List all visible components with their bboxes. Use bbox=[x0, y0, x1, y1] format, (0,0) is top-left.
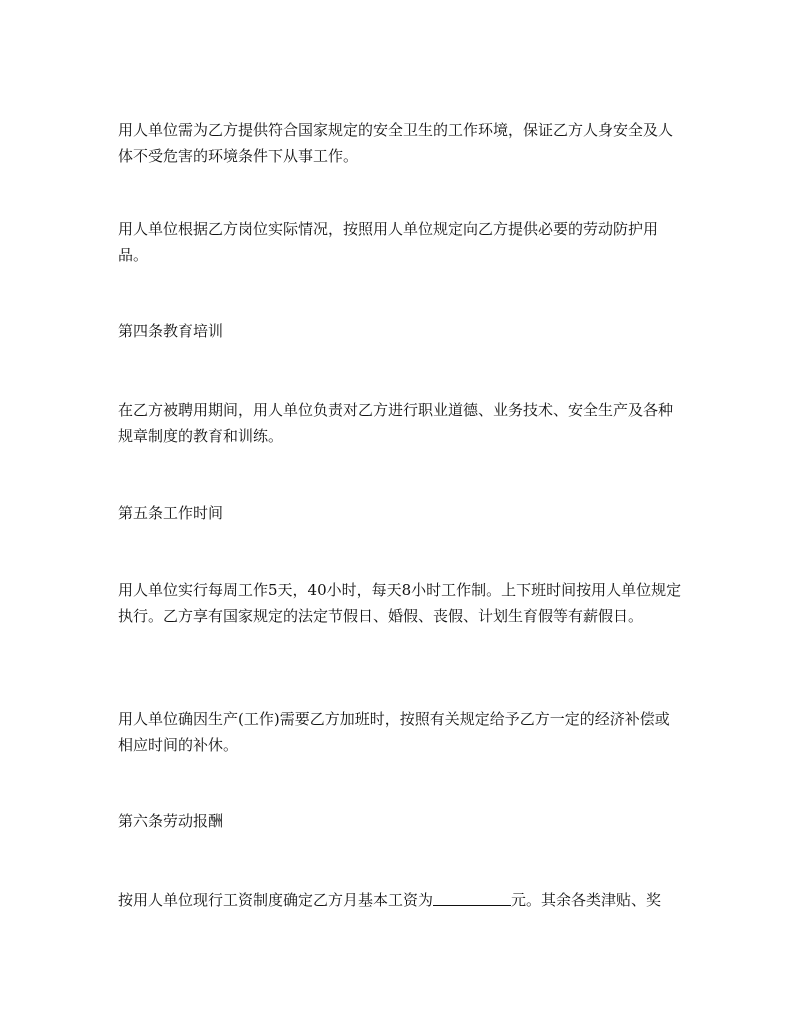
paragraph-work-environment: 用人单位需为乙方提供符合国家规定的安全卫生的工作环境，保证乙方人身安全及人体不受危害的环境条件下从事工作。 bbox=[118, 121, 674, 165]
paragraph-salary bbox=[118, 887, 684, 913]
salary-text-after: 元。其余各类津贴、奖 bbox=[511, 891, 662, 909]
paragraph-protective-equipment: 用人单位根据乙方岗位实际情况，按照用人单位规定向乙方提供必要的劳动防护用品。 bbox=[118, 220, 659, 264]
heading-article-5: 第五条工作时间 bbox=[118, 504, 224, 522]
paragraph-working-hours: 用人单位实行每周工作5天，40小时，每天8小时工作制。上下班时间按用人单位规定执行。乙方享有国家规定的法定节假日、婚假、丧假、计划生育假等有薪假日。 bbox=[118, 581, 682, 625]
heading-article-4: 第四条教育培训 bbox=[118, 322, 224, 340]
heading-article-6: 第六条劳动报酬 bbox=[118, 812, 224, 830]
paragraph-overtime: 用人单位确因生产(工作)需要乙方加班时，按照有关规定给予乙方一定的经济补偿或相应时间的补休。 bbox=[118, 710, 670, 754]
salary-text-before: 按用人单位现行工资制度确定乙方月基本工资为 bbox=[118, 891, 434, 909]
salary-blank-line bbox=[433, 891, 511, 906]
paragraph-education-training: 在乙方被聘用期间，用人单位负责对乙方进行职业道德、业务技术、安全生产及各种规章制度的教育和训练。 bbox=[118, 401, 674, 445]
